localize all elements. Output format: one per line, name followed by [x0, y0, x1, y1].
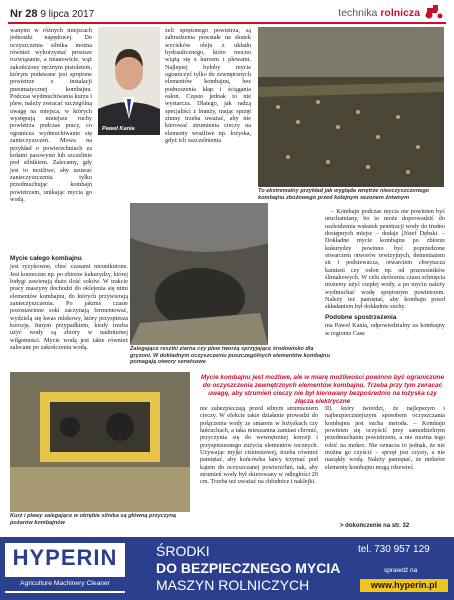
- issue-number: Nr 28: [10, 8, 38, 20]
- paragraph: – Kombajn podczas mycia nie powinien być uruchamiany, bo to może doprowadzić do uszkodzenia wskutek penetracji wody do trudno dostępnych miejsc – dodaje [Józef Dębski. – Dokładne mycie kombajnu po zbiorze kukurydzy powinno być poprzedzone otwarciem otworów rewizyjnych, demontażem sit i podsiewacza, otwarciem chwytacza kamieni czy osłon np. od przenośników ślimakowych. W celu skrócenia czasu schnięcia możemy użyć ciepłej wody, a po myciu należy wydmuchać wodę sprężonym powietrzem. Należy też pamiętać, aby kombajn przed składaniem był dokładnie suchy.: [325, 208, 445, 311]
- brand-word-a: technika: [338, 7, 378, 19]
- ad-line-2: DO BEZPIECZNEGO MYCIA: [156, 560, 341, 576]
- page-header-left: [10, 8, 94, 20]
- paragraph: jest ryzykowne, choć czasami nieuniknione. Jest konieczne np. po zbiorze kukurydzy, której łodygi zawierają dużo ilość soków. W trakcie pracy maszyny dochodzi do oklejenia się nimi elementów kombajnu, do których przywierają zanieczyszczenia. Po jakimś czasie pozostawione soki zaczynają fermentować, wydzielą się kwas mlekowy, który przyspiesza korozję. Innym przypadkiem, kiedy trzeba użyć wody są zbiory w nadmiernej wilgotności. Mycie wodą jest takie również zalecane po zakończeniu wodą.: [10, 263, 128, 352]
- advertisement-banner: [0, 537, 454, 600]
- engine-dust-photo: [10, 372, 190, 512]
- tractor-icon: [424, 5, 446, 19]
- logo-title: HYPERIN: [12, 545, 118, 570]
- rodent-service-opening-photo: [130, 203, 268, 345]
- continuation-note: > dokończenie na str. 32: [340, 523, 410, 529]
- brand-word-b: rolnicza: [380, 7, 420, 19]
- paragraph: nie zabezpieczają przed silnym strumieniem cieczy. W efekcie takie działanie prowadzi do połączenia wody ze smarem w łożyskach czy łańcuchach, a taka mieszanina zamiast chronić, przyczynia się do wewnętrznej korozji i przyspieszonego zużycia elementów tocznych. Używając myjki ciśnieniowej, trzeba również pamiętać, aby końcówka lancy trzymać pod kątem do oczyszczanej powierzchni, tak, aby strumień wody był skierowany w odległości 20 cm. Trzeba też uważać na chłodnice i naklejki.: [200, 405, 318, 486]
- header-rule: [8, 22, 446, 24]
- section-heading-podobne: Podobne spostrzeżenia: [325, 313, 397, 321]
- pull-quote: Mycie kombajnu jest możliwe, ale w miarę możliwości powinno być ograniczone do oczyszczenia zewnętrznych elementów kombajnu. Trzeba przy tym zwracać uwagę, aby strumień cieczy nie był kierowany bezpośrednio na łożyska czy złącza elektryczne: [200, 374, 445, 405]
- article-column-b2: [200, 405, 318, 523]
- paragraph: wanymi w różnych miejscach jednostki napędowej. Do oczyszczenia silnika można również wykorzystać prostsze rozwiązanie, a mianowicie, wąż zakończony ręcznym pistoletem, którym podawane jest sprężone powietrze z instalacji pneumatycznej kombajnu. Podczas wydmuchiwania kurzu i plew, należy zwracać szczególną uwagę na miejsca, w których występują mniejsze ruchy powietrza podczas pracy, co ogranicza wydmuchiwanie się zanieczyszczeń. Mowa na przykład o powierzchniach za kołami pasowymi lub szczelinie pod silnikiem. Zalecamy, gdy jest to możliwe, aby usuwać zanieczyszczenia tylko przedmuchując kombajn powietrzem, unikając mycia go wodą.: [10, 27, 92, 203]
- portrait-caption: Paweł Kania: [102, 126, 135, 132]
- brand-logo: [338, 7, 420, 19]
- ad-check-label: sprawdź na: [384, 567, 418, 574]
- article-column-b3: [325, 405, 445, 517]
- ad-url[interactable]: www.hyperin.pl: [360, 579, 448, 592]
- photo-caption-mid: Zalegające resztki ziarna czy plew tworzą sprzyjające środowisko dla gryzoni. W dokładnym oczyszczeniu poszczególnych elementów kombajnu pomagają otwory serwisowe: [130, 346, 330, 366]
- article-column-3: [325, 208, 445, 362]
- paragraph: III, który twierdzi, że najlepszym i najbezpieczniejszym sposobem oczyszczania kombajnu jest sucha metoda. – Kombajn powinien się oczyścić przy samodzielnym przedmuchaniu powietrzem, a nie można tego robić na mokro. Nie oznacza to jednak, że nie można go czyścić – sprzęt jest czysty, a nie nasiąkły wodą. Należy pamiętać, że niektóre elementy kombajnu mogą rdzewieć.: [325, 405, 445, 471]
- ad-phone: tel. 730 957 129: [358, 544, 430, 555]
- hyperin-logo: [5, 543, 125, 593]
- article-column-2: [165, 27, 251, 199]
- article-column-1: [10, 27, 92, 203]
- section-heading-mycie: Mycie całego kombajnu: [10, 255, 82, 262]
- portrait-photo: [98, 27, 160, 135]
- ad-line-1: ŚRODKI: [156, 543, 210, 559]
- ad-line-3: MASZYN ROLNICZYCH: [156, 577, 310, 593]
- man-portrait-image: [98, 27, 160, 135]
- logo-subtitle: Agriculture Machinery Cleaner: [5, 577, 125, 591]
- issue-date: 9 lipca 2017: [40, 9, 95, 20]
- paragraph: zeli sprężonego powietrza, są zabrudzenia powstałe na skutek wycieków oleju z układu hydraulicznego, które mocno wiążą się z kurzem i plewami. Najlepiej byłoby mycie ograniczyć tylko do zewnętrznych elementów kombajnu, bez podnoszenia kłap i ściągania osłon. Często jednak to nie wystarcza. Dlatego, jak radzą specjaliści z branży, mając sprzęt zimny trzeba uważać, aby nie kierować strumienia cieczy na elementy wrażliwe np. łożyska, gdyż ich uszczelnienia: [165, 27, 251, 145]
- photo-caption-bottom: Kurz i plewy zalegające w obrębie silnika są główną przyczyną pożarów kombajnów: [10, 513, 177, 526]
- paragraph: ma Paweł Kania, odpowiedzialny za kombajny w regionie Case: [325, 322, 445, 337]
- photo-caption-top: To ekstremalny przykład jak wygląda wnętrze nieoczyszczonego kombajnu zbożowego przed kolejnym sezonem żniwnym: [258, 188, 430, 201]
- combine-interior-photo: [258, 27, 444, 187]
